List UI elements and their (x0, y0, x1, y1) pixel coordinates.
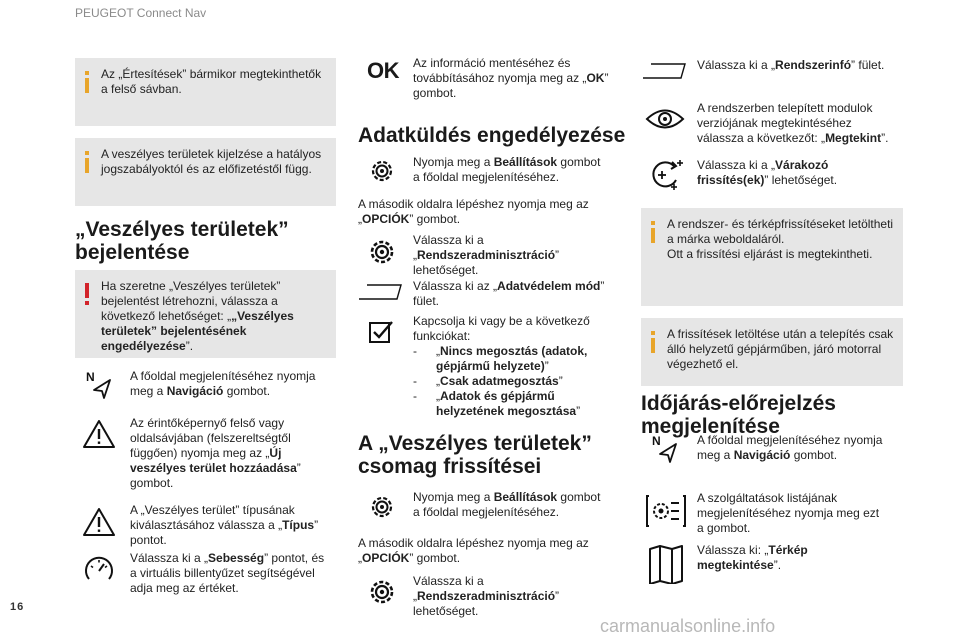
note-text: bejelentést létrehozni, válassza a (101, 294, 278, 308)
note-text: következő lehetőséget: „„Veszélyes (101, 309, 294, 323)
step-options: A második oldalra lépéshez nyomja meg az „OPCIÓK” gombot. (358, 536, 589, 565)
section-heading: Adatküldés engedélyezése (358, 124, 626, 147)
svg-text:N: N (86, 370, 95, 384)
step-type: A „Veszélyes terület” típusának kiválasztásához válassza a „Típus” pontot. (130, 503, 319, 547)
navigation-icon (86, 370, 114, 400)
page-number: 16 (10, 601, 25, 613)
gear-icon (367, 492, 397, 522)
step-pending-updates: Válassza ki a „Várakozó frissítés(ek)” lehetőséget. (697, 158, 838, 187)
note-text: A rendszer- és térképfrissítéseket letöltheti (667, 217, 894, 231)
note-text: területek” bejelentésének (101, 324, 247, 338)
section-heading (641, 392, 836, 438)
step-services: A szolgáltatások listájának megjelenítéséhez nyomja meg ezt a gombot. (697, 491, 880, 535)
info-icon (651, 221, 655, 243)
heading-line: „Veszélyes területek” (75, 218, 289, 241)
note-text: jogszabályoktól és az előfizetéstől függ. (101, 162, 312, 176)
step-speed: Válassza ki a „Sebesség” pontot, és a virtuális billentyűzet segítségével adja meg az értéket. (130, 551, 325, 595)
note-text: a felső sávban. (101, 82, 182, 96)
warning-icon (85, 283, 89, 305)
note-text: Az „Értesítések” bármikor megtekinthetők (101, 67, 322, 81)
info-icon (85, 71, 89, 93)
note-text: Ha szeretne „Veszélyes területek” (101, 279, 281, 293)
speed-icon (83, 554, 115, 586)
heading-line: bejelentése (75, 241, 190, 264)
heading-line: megjelenítése (641, 415, 780, 438)
gear-icon (364, 236, 400, 268)
info-note (75, 58, 336, 126)
note-text: a márka weboldaláról. (667, 232, 785, 246)
step-privacy-tab: Válassza ki az „Adatvédelem mód” fület. (413, 279, 605, 308)
section-heading (75, 218, 289, 264)
checkbox-icon (367, 318, 395, 346)
step-options: A második oldalra lépéshez nyomja meg az „OPCIÓK” gombot. (358, 197, 589, 226)
heading-line: csomag frissítései (358, 455, 542, 478)
refresh-icon (646, 158, 686, 192)
step-system-admin: Válassza ki a „Rendszeradminisztráció” lehetőséget. (413, 233, 560, 277)
step-view-modules: A rendszerben telepített modulok verziójának megtekintéséhez válassza a következőt: „Megtekint”. (697, 101, 889, 145)
step-ok: Az információ mentéséhez és továbbításához nyomja meg az „OK” gombot. (413, 56, 609, 100)
info-icon (651, 331, 655, 353)
gear-icon (364, 576, 400, 608)
step-system-info: Válassza ki a „Rendszerinfó” fület. (697, 58, 885, 72)
watermark: carmanualsonline.info (600, 616, 776, 636)
services-list-icon (645, 494, 687, 528)
step-system-admin: Válassza ki a „Rendszeradminisztráció” lehetőséget. (413, 574, 560, 618)
info-note (75, 138, 336, 206)
hazard-icon (82, 506, 116, 538)
info-icon (85, 151, 89, 173)
step-map-view: Válassza ki: „Térkép megtekintése”. (697, 543, 808, 572)
warning-note (75, 270, 336, 358)
note-text: engedélyezése”. (101, 339, 194, 353)
info-note (641, 318, 903, 386)
heading-line: Időjárás-előrejelzés (641, 392, 836, 415)
ok-icon: OK (367, 58, 399, 83)
step-navigation: A főoldal megjelenítéséhez nyomja meg a Navigáció gombot. (697, 433, 883, 462)
note-text: végezhető el. (667, 357, 739, 371)
tab-icon (641, 62, 687, 80)
step-settings: Nyomja meg a Beállítások gombot a főoldal megjelenítéséhez. (413, 490, 601, 519)
note-text: A veszélyes területek kijelzése a hatályos (101, 147, 322, 161)
note-text: Ott a frissítési eljárást is megtekintheti. (667, 247, 873, 261)
note-text: álló helyzetű gépjárműben, járó motorral (667, 342, 882, 356)
section-heading (358, 432, 592, 478)
page-header-title: PEUGEOT Connect Nav (75, 6, 207, 20)
svg-text:N: N (652, 434, 661, 448)
gear-icon (367, 156, 397, 186)
map-book-icon (647, 544, 685, 584)
heading-line: A „Veszélyes területek” (358, 432, 592, 455)
eye-icon (645, 106, 685, 132)
info-note (641, 208, 903, 306)
tab-icon (357, 283, 403, 301)
step-navigation: A főoldal megjelenítéséhez nyomja meg a Navigáció gombot. (130, 369, 316, 398)
hazard-icon (82, 418, 116, 450)
step-sharing-options: Kapcsolja ki vagy be a következő funkciókat: - „Nincs megosztás (adatok, gépjármű helyzete)” - „Csak adatmegosztás” - „Adatok és gépjármű helyzetének megosztása” (413, 314, 590, 418)
step-add-hazard: Az érintőképernyő felső vagy oldalsávjában (felszereltségtől függően) nyomja meg az „Új veszélyes terület hozzáadása” gombot. (130, 416, 301, 490)
note-text: A frissítések letöltése után a telepítés csak (667, 327, 894, 341)
navigation-icon (652, 434, 680, 464)
step-settings: Nyomja meg a Beállítások gombot a főoldal megjelenítéséhez. (413, 155, 601, 184)
